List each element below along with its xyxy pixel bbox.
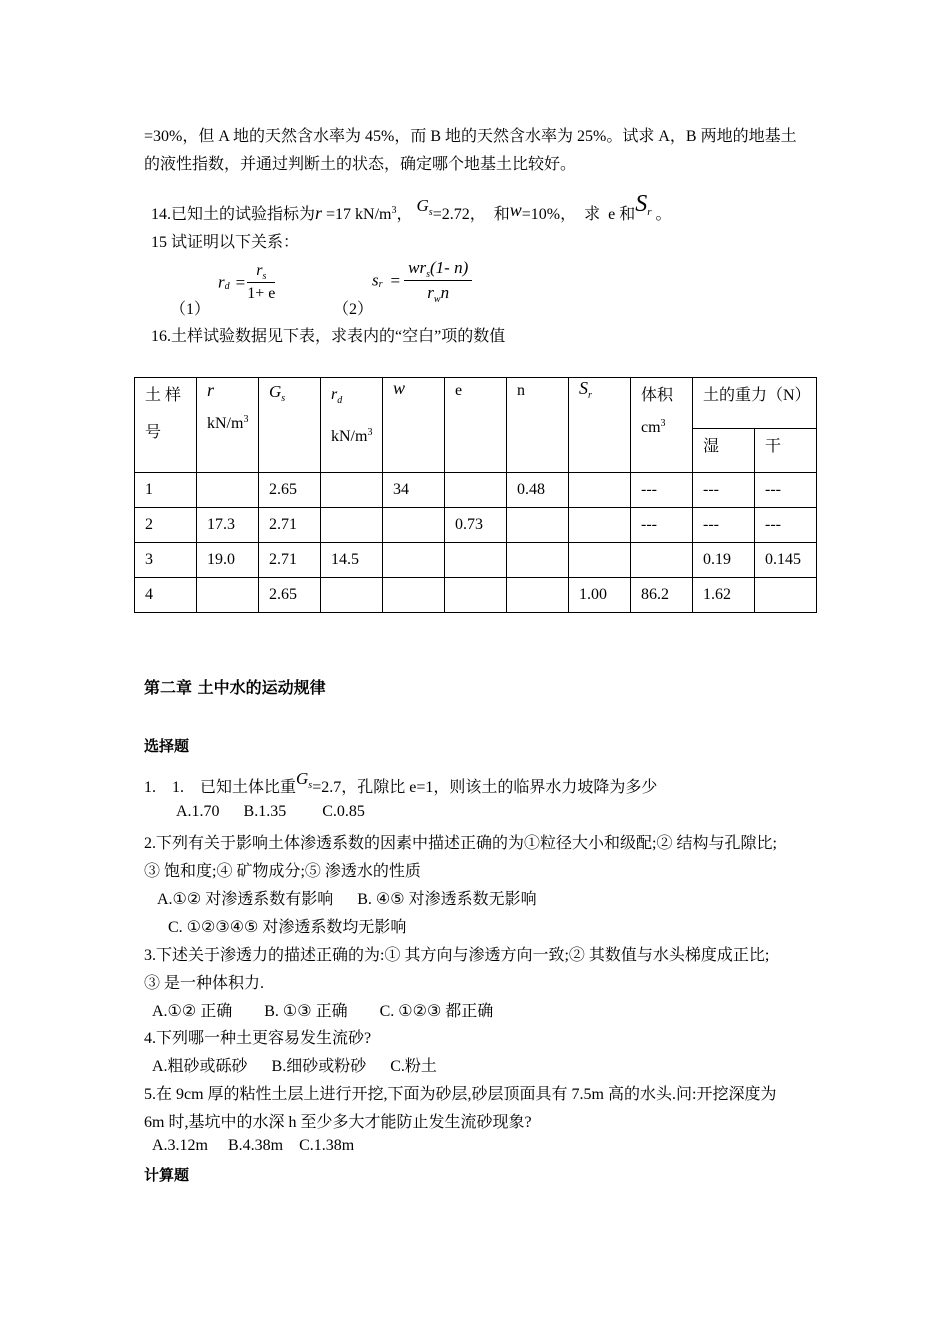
table-cell: 1.62 — [693, 578, 755, 613]
subscript: d — [224, 281, 230, 292]
numerator-symbol: wr — [408, 258, 427, 277]
header-text: 体积 — [641, 387, 674, 404]
question-2-option-c: C. ①②③④⑤ 对渗透系数均无影响 — [168, 919, 407, 936]
question-1 — [144, 769, 658, 797]
table-cell — [321, 508, 383, 543]
fraction-denominator — [404, 281, 472, 303]
header-unit: kN/m — [331, 428, 368, 445]
table-cell — [569, 543, 631, 578]
header-sample — [135, 378, 197, 473]
table-cell: 14.5 — [321, 543, 383, 578]
header-symbol: r — [331, 386, 338, 403]
question-5-options: A.3.12m B.4.38m C.1.38m — [152, 1137, 355, 1154]
table-cell — [631, 543, 693, 578]
table-row — [135, 543, 817, 578]
table-cell: 1 — [135, 473, 197, 508]
header-unit: kN/m — [207, 415, 244, 432]
header-r — [197, 378, 259, 473]
header-symbol: w — [393, 378, 406, 398]
q14-text: =10%， — [521, 206, 577, 223]
header-weight — [693, 378, 817, 429]
subscript: s — [262, 271, 267, 282]
subscript: r — [378, 279, 383, 290]
header-text: 土 样 — [145, 387, 182, 404]
table-cell: 3 — [135, 543, 197, 578]
table-row — [135, 473, 817, 508]
header-e — [445, 378, 507, 473]
question-2-line1: 2.下列有关于影响土体渗透系数的因素中描述正确的为①粒径大小和级配;② 结构与孔隙比; — [144, 835, 777, 852]
question-4-options: A.粗砂或砾砂 B.细砂或粉砂 C.粉土 — [152, 1058, 437, 1075]
fraction-denominator — [247, 283, 275, 303]
table-cell — [445, 578, 507, 613]
header-text: 干 — [765, 438, 782, 455]
header-unit: cm — [641, 419, 661, 436]
denominator-symbol: r — [427, 283, 434, 302]
header-w — [383, 378, 445, 473]
question-5-line1: 5.在 9cm 厚的粘性土层上进行开挖,下面为砂层,砂层顶面具有 7.5m 高的水头.问:开挖深度为 — [144, 1086, 777, 1103]
question-15: 15 试证明以下关系： — [151, 234, 300, 251]
table-cell — [507, 543, 569, 578]
q1-text: 1. 1. 已知土体比重 — [144, 779, 297, 796]
header-symbol: G — [269, 382, 282, 401]
table-cell: 17.3 — [197, 508, 259, 543]
table-cell — [445, 543, 507, 578]
question-1-options: A.1.70 B.1.35 C.0.85 — [176, 803, 365, 820]
question-16: 16.土样试验数据见下表，求表内的“空白”项的数值 — [151, 328, 506, 345]
table-cell: 86.2 — [631, 578, 693, 613]
superscript: 3 — [660, 418, 666, 429]
header-text: 土的重力（N） — [703, 387, 811, 404]
table-cell: --- — [693, 508, 755, 543]
formula-2-label: （2） — [333, 301, 374, 318]
table-header-row — [135, 378, 817, 429]
table-cell: 1.00 — [569, 578, 631, 613]
denominator-text: n — [440, 283, 450, 302]
table-row — [135, 508, 817, 543]
table-cell — [383, 543, 445, 578]
formula-2 — [372, 258, 472, 303]
table-cell — [569, 508, 631, 543]
table-cell: 4 — [135, 578, 197, 613]
header-text: n — [517, 382, 525, 399]
q14-text: =2.72， — [432, 206, 486, 223]
q14-text: 和 — [493, 206, 510, 223]
equals-sign: = — [235, 272, 246, 292]
formula-lhs: s — [372, 270, 379, 290]
table-cell: --- — [693, 473, 755, 508]
table-cell — [383, 508, 445, 543]
table-cell — [197, 473, 259, 508]
table-cell: --- — [631, 473, 693, 508]
table-cell: 2 — [135, 508, 197, 543]
subscript: s — [281, 393, 286, 404]
paragraph-line: =30%，但 A 地的天然含水率为 45%，而 B 地的天然含水率为 25%。试求 A，B 两地的地基土 — [144, 128, 797, 145]
superscript: 3 — [391, 205, 397, 216]
question-5-line2: 6m 时,基坑中的水深 h 至少多大才能防止发生流砂现象? — [144, 1114, 532, 1131]
question-4: 4.下列哪一种土更容易发生流砂? — [144, 1030, 372, 1047]
subscript: s — [426, 269, 430, 280]
table-cell: --- — [755, 473, 817, 508]
header-wet — [693, 429, 755, 473]
question-3-line1: 3.下述关于渗透力的描述正确的为:① 其方向与渗透方向一致;② 其数值与水头梯度成正比; — [144, 947, 770, 964]
table-cell — [321, 578, 383, 613]
formula-lhs: r — [218, 272, 225, 292]
subscript: s — [308, 780, 313, 791]
symbol-S: S — [635, 191, 648, 217]
soil-sample-table — [134, 377, 817, 613]
table-cell — [569, 473, 631, 508]
table-cell: 0.145 — [755, 543, 817, 578]
question-2-options-ab: A.①② 对渗透系数有影响 B. ④⑤ 对渗透系数无影响 — [157, 891, 537, 908]
numerator-text: (1- n) — [430, 258, 469, 277]
subscript: r — [588, 390, 592, 401]
paragraph-line: 的液性指数，并通过判断土的状态，确定哪个地基土比较好。 — [144, 156, 577, 173]
table-cell: 0.48 — [507, 473, 569, 508]
question-3-options: A.①② 正确 B. ①③ 正确 C. ①②③ 都正确 — [152, 1003, 494, 1020]
section-heading-choice: 选择题 — [144, 737, 190, 755]
symbol-w: w — [509, 200, 522, 220]
section-heading-calc: 计算题 — [144, 1166, 190, 1184]
table-cell — [197, 578, 259, 613]
table-cell: 2.71 — [259, 543, 321, 578]
table-body — [135, 473, 817, 613]
subscript: w — [433, 294, 441, 305]
table-cell: 2.65 — [259, 578, 321, 613]
header-symbol: S — [579, 378, 588, 398]
symbol-G: G — [416, 196, 429, 215]
q14-text: ， — [396, 206, 413, 223]
question-3-line2: ③ 是一种体积力. — [144, 975, 265, 992]
table-cell — [755, 578, 817, 613]
fraction-numerator — [247, 262, 275, 283]
header-rd — [321, 378, 383, 473]
table-cell: 0.19 — [693, 543, 755, 578]
table-cell: 2.71 — [259, 508, 321, 543]
q14-text: =17 kN/m — [326, 206, 392, 223]
q14-text: e 和 — [608, 206, 636, 223]
table-cell — [383, 578, 445, 613]
subscript: s — [428, 207, 433, 218]
question-14 — [151, 191, 672, 226]
table-cell: 0.73 — [445, 508, 507, 543]
header-G — [259, 378, 321, 473]
subscript: d — [337, 395, 343, 406]
formula-1-label: （1） — [170, 301, 211, 318]
header-text: 号 — [145, 424, 162, 441]
formula-1 — [218, 262, 275, 303]
header-dry — [755, 429, 817, 473]
fraction — [247, 262, 275, 303]
table-cell — [321, 473, 383, 508]
fraction — [404, 258, 472, 303]
table-row — [135, 578, 817, 613]
q14-text: 。 — [655, 206, 672, 223]
header-text: 湿 — [703, 438, 720, 455]
table-cell: 34 — [383, 473, 445, 508]
superscript: 3 — [367, 427, 373, 438]
chapter-title: 第二章 土中水的运动规律 — [144, 678, 326, 697]
table-cell: 19.0 — [197, 543, 259, 578]
denominator-text: 1+ e — [247, 285, 276, 302]
numerator-symbol: r — [256, 262, 263, 279]
header-volume — [631, 378, 693, 473]
subscript: r — [647, 206, 652, 218]
table-cell: 2.65 — [259, 473, 321, 508]
symbol-r: r — [315, 203, 323, 223]
fraction-numerator — [404, 258, 472, 281]
equals-sign: = — [390, 270, 401, 290]
header-S — [569, 378, 631, 473]
superscript: 3 — [243, 414, 249, 425]
header-text: e — [455, 382, 463, 399]
table-cell — [445, 473, 507, 508]
q14-text: 求 — [584, 206, 601, 223]
header-n — [507, 378, 569, 473]
table-cell — [507, 578, 569, 613]
q14-text: 14.已知土的试验指标为 — [151, 206, 316, 223]
symbol-G: G — [296, 769, 309, 788]
q1-text: =2.7，孔隙比 e=1，则该土的临界水力坡降为多少 — [312, 779, 658, 796]
header-symbol: r — [207, 380, 215, 400]
table-cell: --- — [755, 508, 817, 543]
table-cell: --- — [631, 508, 693, 543]
question-2-line2: ③ 饱和度;④ 矿物成分;⑤ 渗透水的性质 — [144, 863, 421, 880]
table-cell — [507, 508, 569, 543]
